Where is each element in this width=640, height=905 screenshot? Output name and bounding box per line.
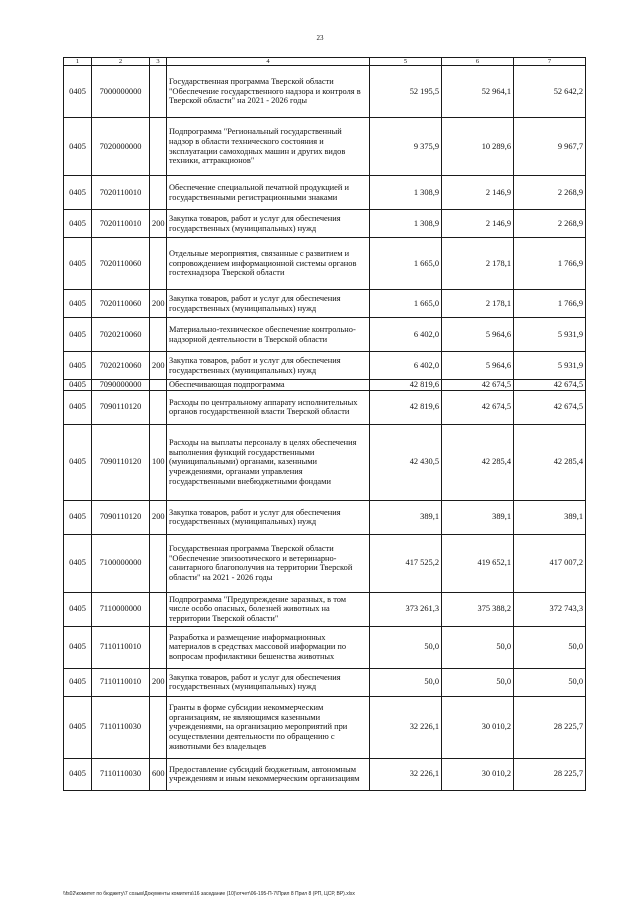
cell-expense-type: [150, 318, 167, 352]
cell-name: Подпрограмма "Региональный государственный надзор в области технического состояния и эксплуатации самоходных машин и других видов техники, аттракционов": [167, 118, 370, 176]
cell-amount-2: 30 010,2: [442, 696, 514, 758]
cell-section: 0405: [64, 118, 92, 176]
cell-expense-type: 200: [150, 210, 167, 238]
col-header-amount-3: 7: [514, 58, 586, 66]
cell-expense-type: 100: [150, 424, 167, 500]
cell-amount-1: 50,0: [370, 668, 442, 696]
cell-expense-type: [150, 534, 167, 592]
cell-name: Гранты в форме субсидии некоммерческим организациям, не являющимся казенными учреждениями, на организацию мероприятий при осуществлении деятельности по обращению с животными без владельцев: [167, 696, 370, 758]
cell-section: 0405: [64, 696, 92, 758]
table-row: [64, 626, 586, 668]
cell-expense-type: 600: [150, 758, 167, 790]
cell-name: Государственная программа Тверской области "Обеспечение эпизоотического и ветеринарно-санитарного благополучия на территории Тверской области" на 2021 - 2026 годы: [167, 534, 370, 592]
cell-expense-type: 200: [150, 352, 167, 380]
cell-target-code: 7020210060: [92, 318, 150, 352]
cell-target-code: 7020210060: [92, 352, 150, 380]
cell-amount-2: 5 964,6: [442, 318, 514, 352]
cell-section: 0405: [64, 500, 92, 534]
cell-target-code: 7110110010: [92, 668, 150, 696]
cell-amount-1: 6 402,0: [370, 352, 442, 380]
cell-amount-3: 5 931,9: [514, 318, 586, 352]
cell-amount-2: 50,0: [442, 668, 514, 696]
cell-expense-type: [150, 696, 167, 758]
cell-amount-1: 9 375,9: [370, 118, 442, 176]
cell-name: Закупка товаров, работ и услуг для обеспечения государственных (муниципальных) нужд: [167, 290, 370, 318]
cell-amount-1: 32 226,1: [370, 758, 442, 790]
cell-amount-1: 373 261,3: [370, 592, 442, 626]
table-row: [64, 210, 586, 238]
cell-section: 0405: [64, 238, 92, 290]
cell-target-code: 7110110010: [92, 626, 150, 668]
col-header-target-code: 2: [92, 58, 150, 66]
table-body: [64, 66, 586, 791]
cell-section: 0405: [64, 758, 92, 790]
cell-amount-2: 389,1: [442, 500, 514, 534]
cell-section: 0405: [64, 390, 92, 424]
table-row: [64, 424, 586, 500]
page-number: 23: [316, 34, 324, 42]
cell-expense-type: [150, 118, 167, 176]
cell-section: 0405: [64, 592, 92, 626]
cell-name: Закупка товаров, работ и услуг для обеспечения государственных (муниципальных) нужд: [167, 352, 370, 380]
table-row: [64, 66, 586, 118]
cell-amount-3: 1 766,9: [514, 290, 586, 318]
cell-name: Расходы по центральному аппарату исполнительных органов государственной власти Тверской области: [167, 390, 370, 424]
table-row: [64, 176, 586, 210]
cell-expense-type: [150, 390, 167, 424]
cell-expense-type: [150, 380, 167, 391]
cell-amount-2: 375 388,2: [442, 592, 514, 626]
cell-expense-type: [150, 238, 167, 290]
cell-amount-2: 30 010,2: [442, 758, 514, 790]
cell-target-code: 7110000000: [92, 592, 150, 626]
cell-amount-3: 42 674,5: [514, 390, 586, 424]
cell-target-code: 7110110030: [92, 758, 150, 790]
cell-name: Закупка товаров, работ и услуг для обеспечения государственных (муниципальных) нужд: [167, 210, 370, 238]
cell-amount-3: 389,1: [514, 500, 586, 534]
cell-expense-type: 200: [150, 500, 167, 534]
table-row: [64, 390, 586, 424]
cell-name: Обеспечение специальной печатной продукцией и государственными регистрационными знаками: [167, 176, 370, 210]
cell-amount-1: 50,0: [370, 626, 442, 668]
cell-amount-3: 50,0: [514, 668, 586, 696]
cell-amount-2: 10 289,6: [442, 118, 514, 176]
cell-section: 0405: [64, 210, 92, 238]
col-header-expense-type: 3: [150, 58, 167, 66]
cell-amount-2: 42 674,5: [442, 380, 514, 391]
table-row: [64, 696, 586, 758]
cell-section: 0405: [64, 424, 92, 500]
cell-amount-3: 50,0: [514, 626, 586, 668]
cell-section: 0405: [64, 668, 92, 696]
table-row: [64, 534, 586, 592]
cell-expense-type: [150, 626, 167, 668]
cell-name: Предоставление субсидий бюджетным, автономным учреждениям и иным некоммерческим организациям: [167, 758, 370, 790]
cell-amount-1: 52 195,5: [370, 66, 442, 118]
col-header-section: 1: [64, 58, 92, 66]
cell-amount-2: 2 178,1: [442, 290, 514, 318]
cell-name: Закупка товаров, работ и услуг для обеспечения государственных (муниципальных) нужд: [167, 500, 370, 534]
cell-amount-1: 1 308,9: [370, 176, 442, 210]
table-row: [64, 592, 586, 626]
table-row: [64, 758, 586, 790]
cell-target-code: 7110110030: [92, 696, 150, 758]
cell-amount-1: 42 819,6: [370, 390, 442, 424]
table-row: [64, 352, 586, 380]
cell-section: 0405: [64, 626, 92, 668]
cell-amount-3: 28 225,7: [514, 758, 586, 790]
cell-section: 0405: [64, 318, 92, 352]
cell-amount-3: 417 007,2: [514, 534, 586, 592]
table-row: [64, 290, 586, 318]
cell-amount-3: 1 766,9: [514, 238, 586, 290]
cell-amount-2: 50,0: [442, 626, 514, 668]
cell-section: 0405: [64, 290, 92, 318]
cell-amount-2: 2 146,9: [442, 210, 514, 238]
cell-amount-1: 42 430,5: [370, 424, 442, 500]
cell-amount-1: 389,1: [370, 500, 442, 534]
cell-amount-2: 42 285,4: [442, 424, 514, 500]
col-header-name: 4: [167, 58, 370, 66]
cell-name: Материально-техническое обеспечение контрольно-надзорной деятельности в Тверской области: [167, 318, 370, 352]
cell-target-code: 7020110060: [92, 238, 150, 290]
cell-section: 0405: [64, 176, 92, 210]
cell-target-code: 7020110060: [92, 290, 150, 318]
table-header-row: [64, 58, 586, 66]
cell-amount-2: 2 146,9: [442, 176, 514, 210]
cell-amount-3: 9 967,7: [514, 118, 586, 176]
cell-expense-type: [150, 176, 167, 210]
cell-amount-2: 419 652,1: [442, 534, 514, 592]
cell-amount-3: 5 931,9: [514, 352, 586, 380]
cell-amount-3: 42 285,4: [514, 424, 586, 500]
cell-amount-3: 28 225,7: [514, 696, 586, 758]
cell-name: Государственная программа Тверской области "Обеспечение государственного надзора и контроля в Тверской области" на 2021 - 2026 годы: [167, 66, 370, 118]
cell-target-code: 7000000000: [92, 66, 150, 118]
cell-amount-2: 52 964,1: [442, 66, 514, 118]
cell-target-code: 7090110120: [92, 390, 150, 424]
cell-section: 0405: [64, 66, 92, 118]
file-path-footer: \\fs02\комитет по бюджету\7 созыв\Документы комитета\16 заседание (10)\отчет\06-195-П-7\Прил 8 Прил 8 (РП, ЦСР, ВР).xlsx: [63, 891, 355, 897]
cell-amount-1: 417 525,2: [370, 534, 442, 592]
cell-name: Отдельные мероприятия, связанные с развитием и сопровождением информационной системы органов гостехнадзора Тверской области: [167, 238, 370, 290]
table-row: [64, 668, 586, 696]
cell-amount-3: 42 674,5: [514, 380, 586, 391]
cell-target-code: 7020110010: [92, 210, 150, 238]
cell-target-code: 7090000000: [92, 380, 150, 391]
cell-amount-1: 1 665,0: [370, 238, 442, 290]
cell-target-code: 7090110120: [92, 424, 150, 500]
cell-section: 0405: [64, 380, 92, 391]
cell-amount-3: 52 642,2: [514, 66, 586, 118]
table-row: [64, 500, 586, 534]
cell-expense-type: [150, 592, 167, 626]
cell-expense-type: 200: [150, 290, 167, 318]
cell-name: Разработка и размещение информационных материалов в средствах массовой информации по вопросам профилактики бешенства животных: [167, 626, 370, 668]
cell-amount-3: 2 268,9: [514, 176, 586, 210]
cell-target-code: 7090110120: [92, 500, 150, 534]
cell-name: Закупка товаров, работ и услуг для обеспечения государственных (муниципальных) нужд: [167, 668, 370, 696]
cell-section: 0405: [64, 534, 92, 592]
cell-expense-type: 200: [150, 668, 167, 696]
budget-table: [63, 57, 586, 791]
table-row: [64, 318, 586, 352]
cell-name: Обеспечивающая подпрограмма: [167, 380, 370, 391]
cell-amount-3: 2 268,9: [514, 210, 586, 238]
cell-amount-3: 372 743,3: [514, 592, 586, 626]
cell-target-code: 7020110010: [92, 176, 150, 210]
col-header-amount-1: 5: [370, 58, 442, 66]
table-row: [64, 238, 586, 290]
table-row: [64, 118, 586, 176]
cell-target-code: 7020000000: [92, 118, 150, 176]
cell-amount-1: 6 402,0: [370, 318, 442, 352]
cell-amount-1: 32 226,1: [370, 696, 442, 758]
cell-amount-1: 1 665,0: [370, 290, 442, 318]
cell-name: Расходы на выплаты персоналу в целях обеспечения выполнения функций государственными (муниципальными) органами, казенными учреждениями, органами управления государственными внебюджетными фондами: [167, 424, 370, 500]
cell-expense-type: [150, 66, 167, 118]
cell-amount-2: 42 674,5: [442, 390, 514, 424]
cell-amount-2: 2 178,1: [442, 238, 514, 290]
col-header-amount-2: 6: [442, 58, 514, 66]
cell-section: 0405: [64, 352, 92, 380]
table-row: [64, 380, 586, 391]
cell-amount-1: 1 308,9: [370, 210, 442, 238]
cell-target-code: 7100000000: [92, 534, 150, 592]
cell-amount-2: 5 964,6: [442, 352, 514, 380]
cell-name: Подпрограмма "Предупреждение заразных, в том числе особо опасных, болезней животных на территории Тверской области": [167, 592, 370, 626]
cell-amount-1: 42 819,6: [370, 380, 442, 391]
